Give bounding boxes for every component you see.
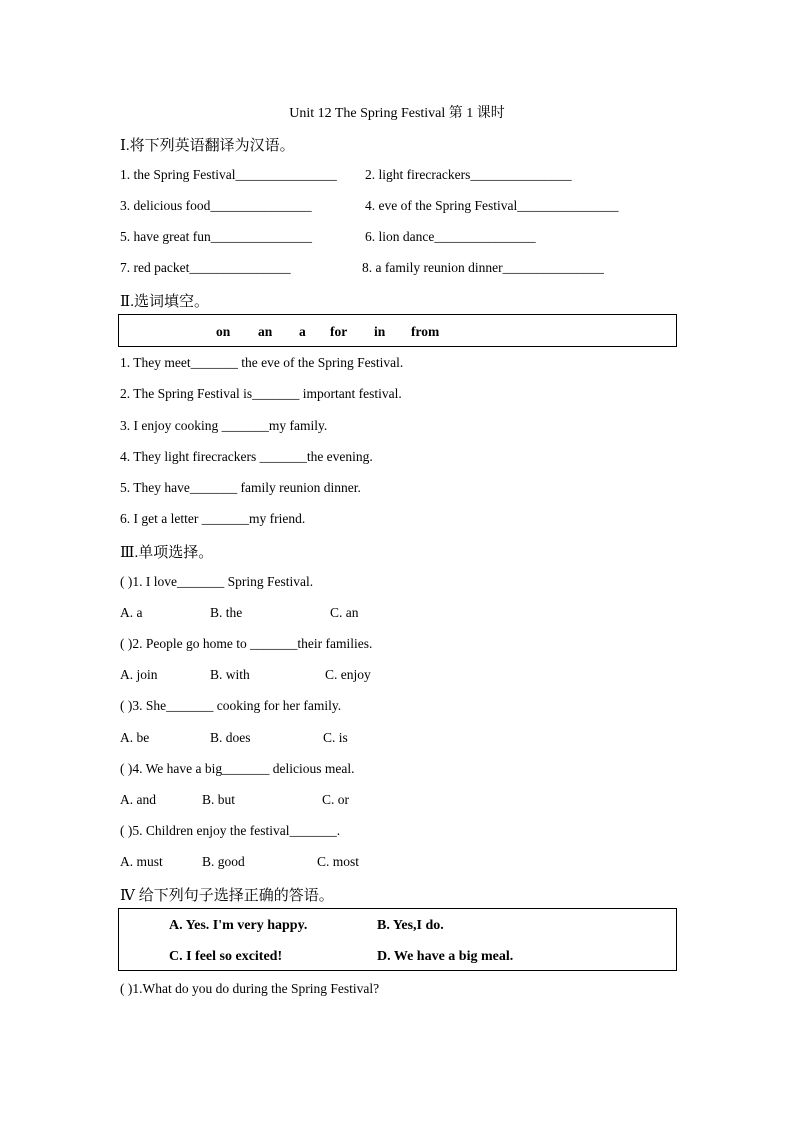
option: C. enjoy [325,667,371,682]
question-stem: ( )1. I love_______ Spring Festival. [120,574,314,589]
option: B. does [210,730,251,745]
answer-option: C. I feel so excited! [169,949,283,964]
fill-blank-item: 2. The Spring Festival is_______ important festival. [120,386,402,401]
option: B. good [202,854,245,869]
answer-option: A. Yes. I'm very happy. [169,918,308,933]
section-1-heading: Ⅰ.将下列英语翻译为汉语。 [120,138,295,154]
answer-option: B. Yes,I do. [377,918,444,933]
option: C. an [330,605,359,620]
question-stem: ( )5. Children enjoy the festival_______. [120,823,341,838]
question-stem: ( )3. She_______ cooking for her family. [120,698,342,713]
translation-item: 6. lion dance_______________ [365,229,536,244]
section-3-heading: Ⅲ.单项选择。 [120,545,214,561]
translation-item: 4. eve of the Spring Festival_______________ [365,198,619,213]
word-bank-word: from [411,324,440,339]
fill-blank-item: 5. They have_______ family reunion dinner. [120,480,361,495]
question-stem: ( )4. We have a big_______ delicious meal. [120,761,355,776]
question-stem: ( )2. People go home to _______their families. [120,636,373,651]
option: B. the [210,605,243,620]
translation-item: 8. a family reunion dinner_______________ [362,260,604,275]
option: A. join [120,667,158,682]
fill-blank-item: 6. I get a letter _______my friend. [120,511,306,526]
answer-option: D. We have a big meal. [377,949,514,964]
section-2-heading: Ⅱ.选词填空。 [120,294,209,310]
answer-options-box [118,908,677,971]
word-bank-word: an [258,324,273,339]
word-bank-word: in [374,324,386,339]
option: C. most [317,854,360,869]
translation-item: 3. delicious food_______________ [120,198,312,213]
page-title: Unit 12 The Spring Festival 第 1 课时 [289,106,505,121]
option: A. a [120,605,143,620]
dialogue-item: ( )1.What do you do during the Spring Festival? [120,981,380,996]
option: B. with [210,667,250,682]
word-bank-word: on [216,324,231,339]
translation-item: 2. light firecrackers_______________ [365,167,572,182]
translation-item: 1. the Spring Festival_______________ [120,167,337,182]
fill-blank-item: 1. They meet_______ the eve of the Spring Festival. [120,355,404,370]
option: C. or [322,792,349,807]
word-bank-box [118,314,677,347]
section-4-heading: Ⅳ 给下列句子选择正确的答语。 [120,888,334,904]
word-bank-word: for [330,324,348,339]
option: A. be [120,730,150,745]
option: A. must [120,854,163,869]
fill-blank-item: 3. I enjoy cooking _______my family. [120,418,328,433]
option: C. is [323,730,348,745]
option: A. and [120,792,156,807]
translation-item: 5. have great fun_______________ [120,229,312,244]
option: B. but [202,792,236,807]
word-bank-word: a [299,324,306,339]
translation-item: 7. red packet_______________ [120,260,291,275]
fill-blank-item: 4. They light firecrackers _______the evening. [120,449,373,464]
